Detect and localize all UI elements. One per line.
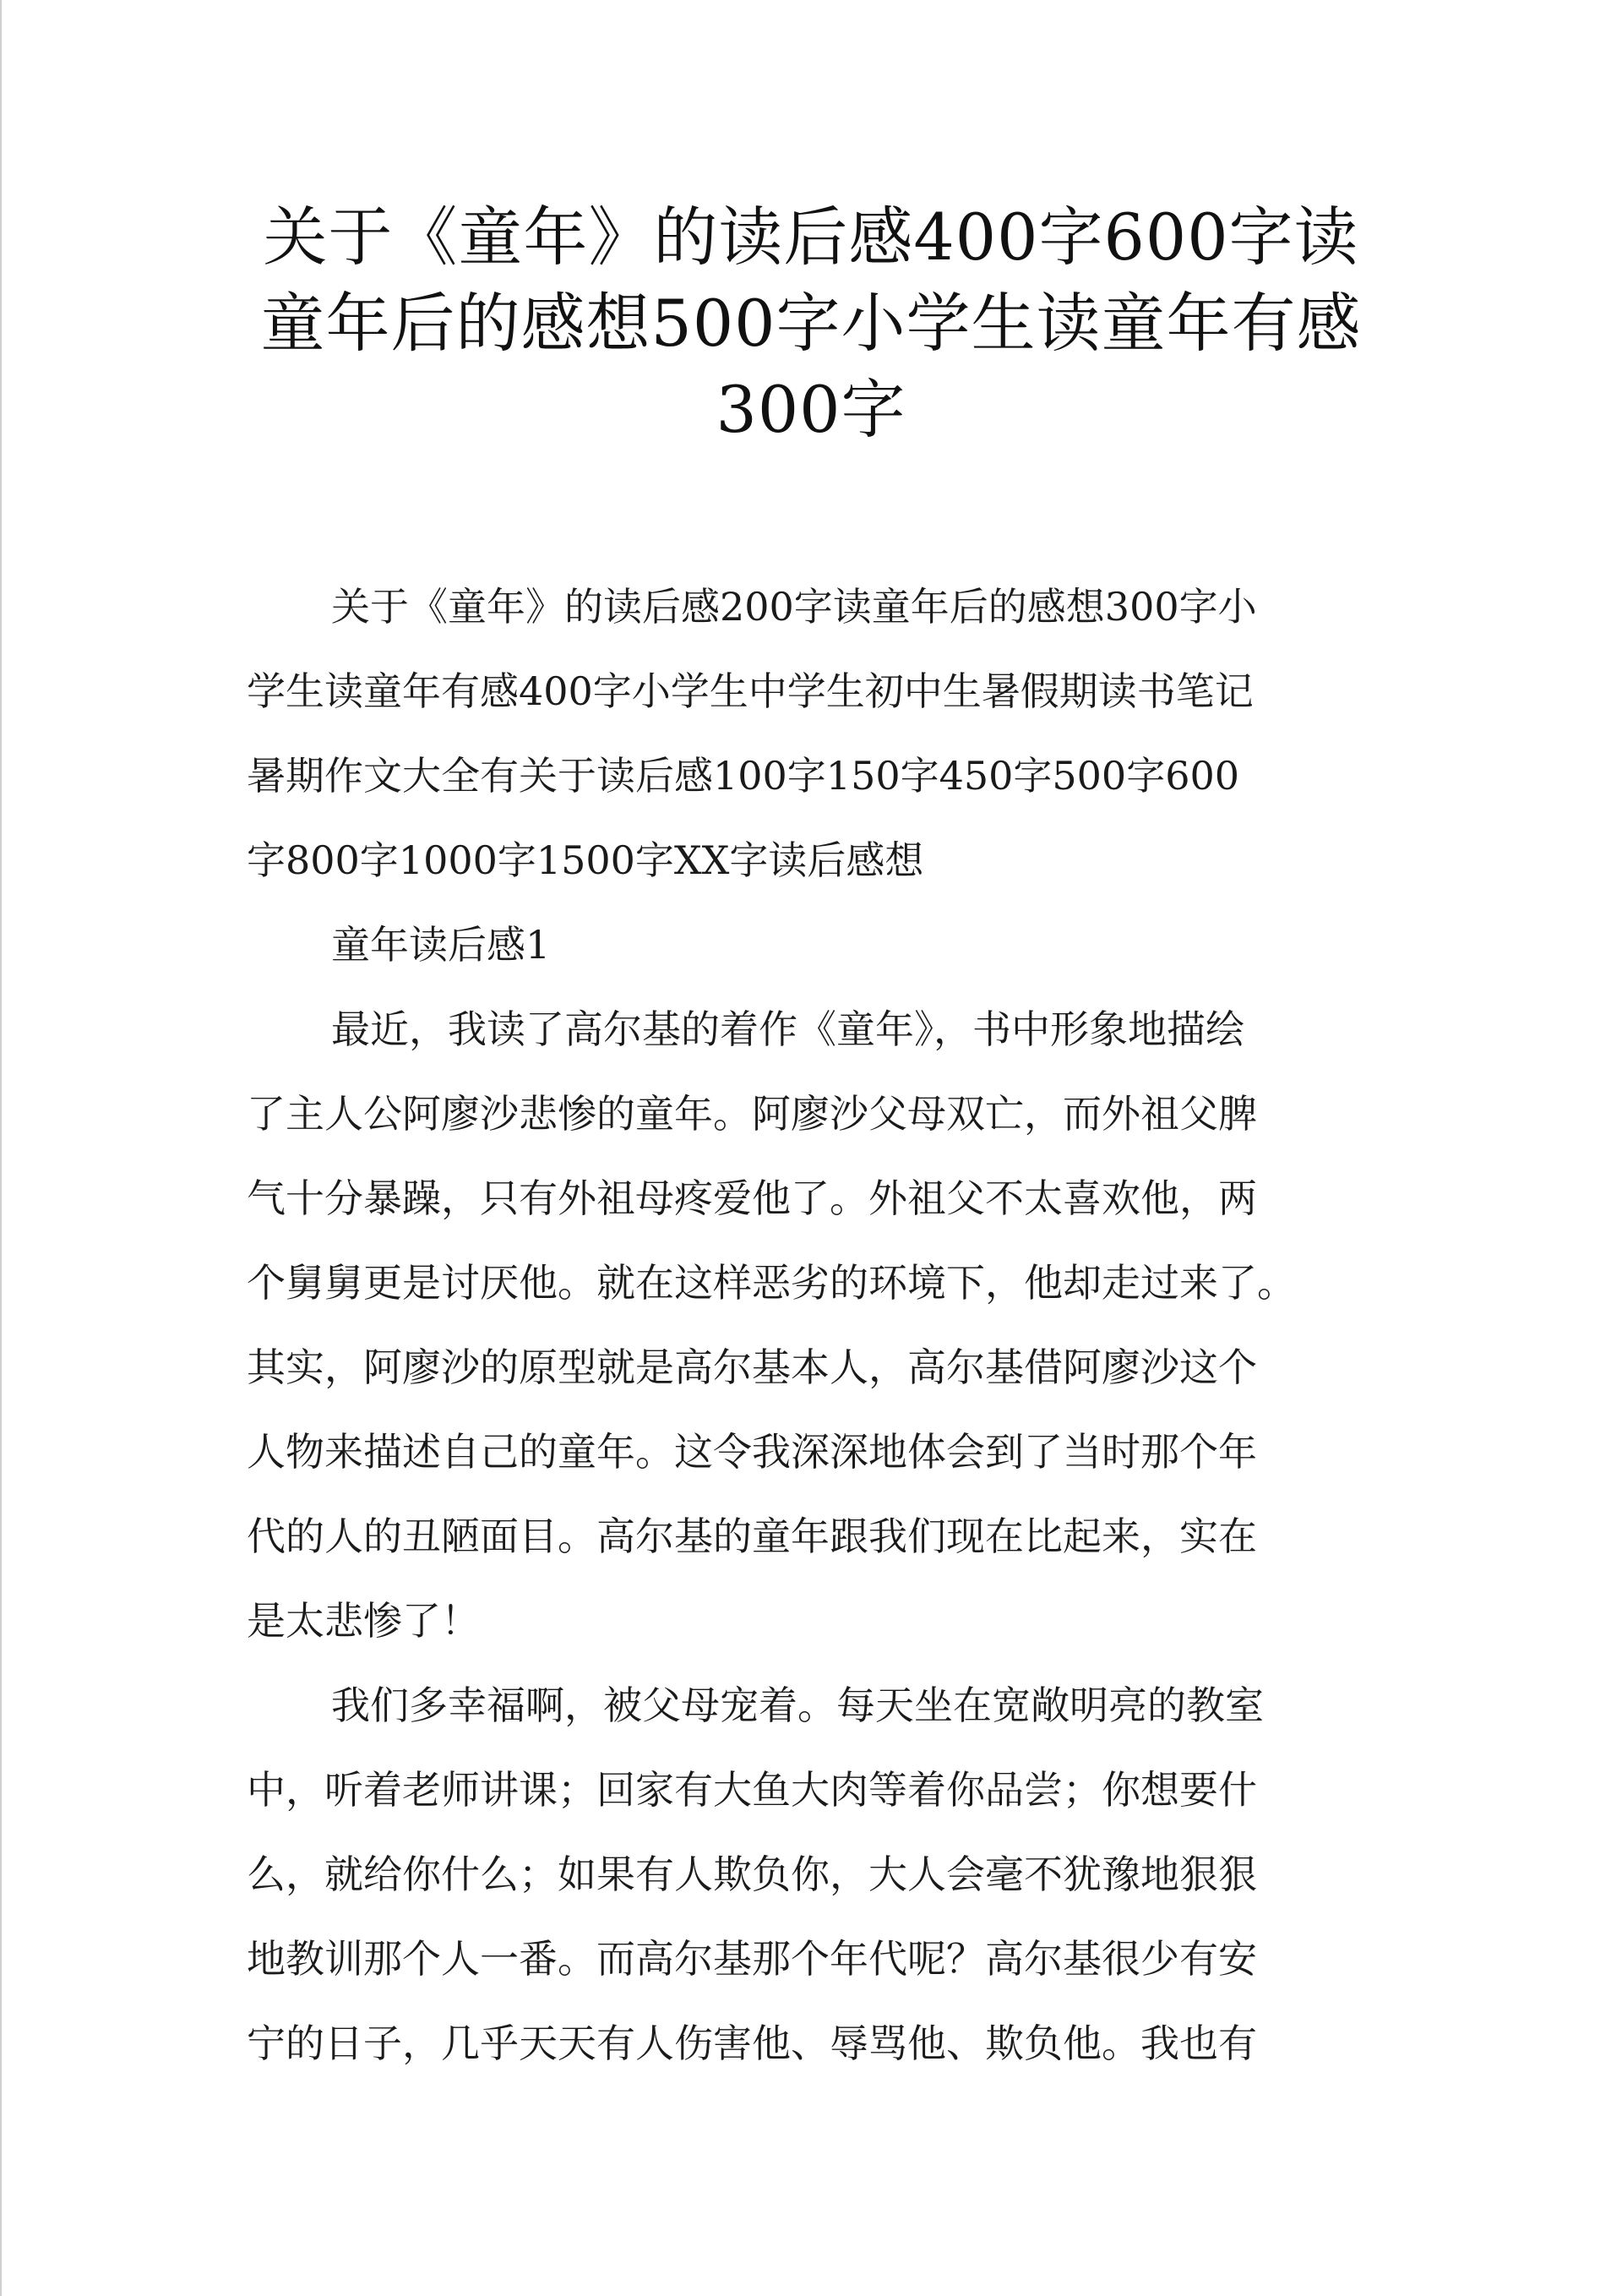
paragraph-line: 是太悲惨了！ xyxy=(247,1598,480,1644)
title-line: 300字 xyxy=(716,372,906,447)
paragraph-line: 字800字1000字1500字XX字读后感想 xyxy=(247,837,924,883)
paragraph-line: 地教训那个人一番。而高尔基那个年代呢？高尔基很少有安 xyxy=(247,1936,1257,1982)
document-body xyxy=(247,564,1375,2086)
paragraph-line: 气十分暴躁，只有外祖母疼爱他了。外祖父不太喜欢他，两 xyxy=(247,1175,1257,1221)
paragraph-body-2 xyxy=(247,1663,1375,2086)
document-title xyxy=(228,194,1394,453)
section-heading xyxy=(247,903,1375,987)
paragraph-line: 暑期作文大全有关于读后感100字150字450字500字600 xyxy=(247,753,1239,799)
paragraph-line: 我们多幸福啊，被父母宠着。每天坐在宽敞明亮的教室 xyxy=(331,1682,1264,1728)
paragraph-line: 其实，阿廖沙的原型就是高尔基本人，高尔基借阿廖沙这个 xyxy=(247,1344,1257,1390)
paragraph-line: 宁的日子，几乎天天有人伤害他、辱骂他、欺负他。我也有 xyxy=(247,2021,1257,2066)
paragraph-line: 关于《童年》的读后感200字读童年后的感想300字小 xyxy=(331,584,1257,630)
paragraph-line: 人物来描述自己的童年。这令我深深地体会到了当时那个年 xyxy=(247,1429,1257,1475)
page-edge xyxy=(0,0,2,2296)
paragraph-line: 了主人公阿廖沙悲惨的童年。阿廖沙父母双亡，而外祖父脾 xyxy=(247,1091,1257,1137)
paragraph-line: 代的人的丑陋面目。高尔基的童年跟我们现在比起来，实在 xyxy=(247,1513,1257,1559)
paragraph-body-1 xyxy=(247,987,1375,1663)
paragraph-intro xyxy=(247,564,1375,903)
paragraph-line: 最近，我读了高尔基的着作《童年》，书中形象地描绘 xyxy=(331,1006,1244,1052)
paragraph-line: 么，就给你什么；如果有人欺负你，大人会毫不犹豫地狠狠 xyxy=(247,1852,1257,1897)
section-heading-text: 童年读后感1 xyxy=(331,922,551,968)
title-line: 关于《童年》的读后感400字600字读 xyxy=(263,199,1359,275)
paragraph-line: 个舅舅更是讨厌他。就在这样恶劣的环境下，他却走过来了。 xyxy=(247,1260,1296,1306)
paragraph-line: 中，听着老师讲课；回家有大鱼大肉等着你品尝；你想要什 xyxy=(247,1767,1257,1813)
paragraph-line: 学生读童年有感400字小学生中学生初中生暑假期读书笔记 xyxy=(247,668,1254,714)
title-line: 童年后的感想500字小学生读童年有感 xyxy=(260,286,1362,361)
